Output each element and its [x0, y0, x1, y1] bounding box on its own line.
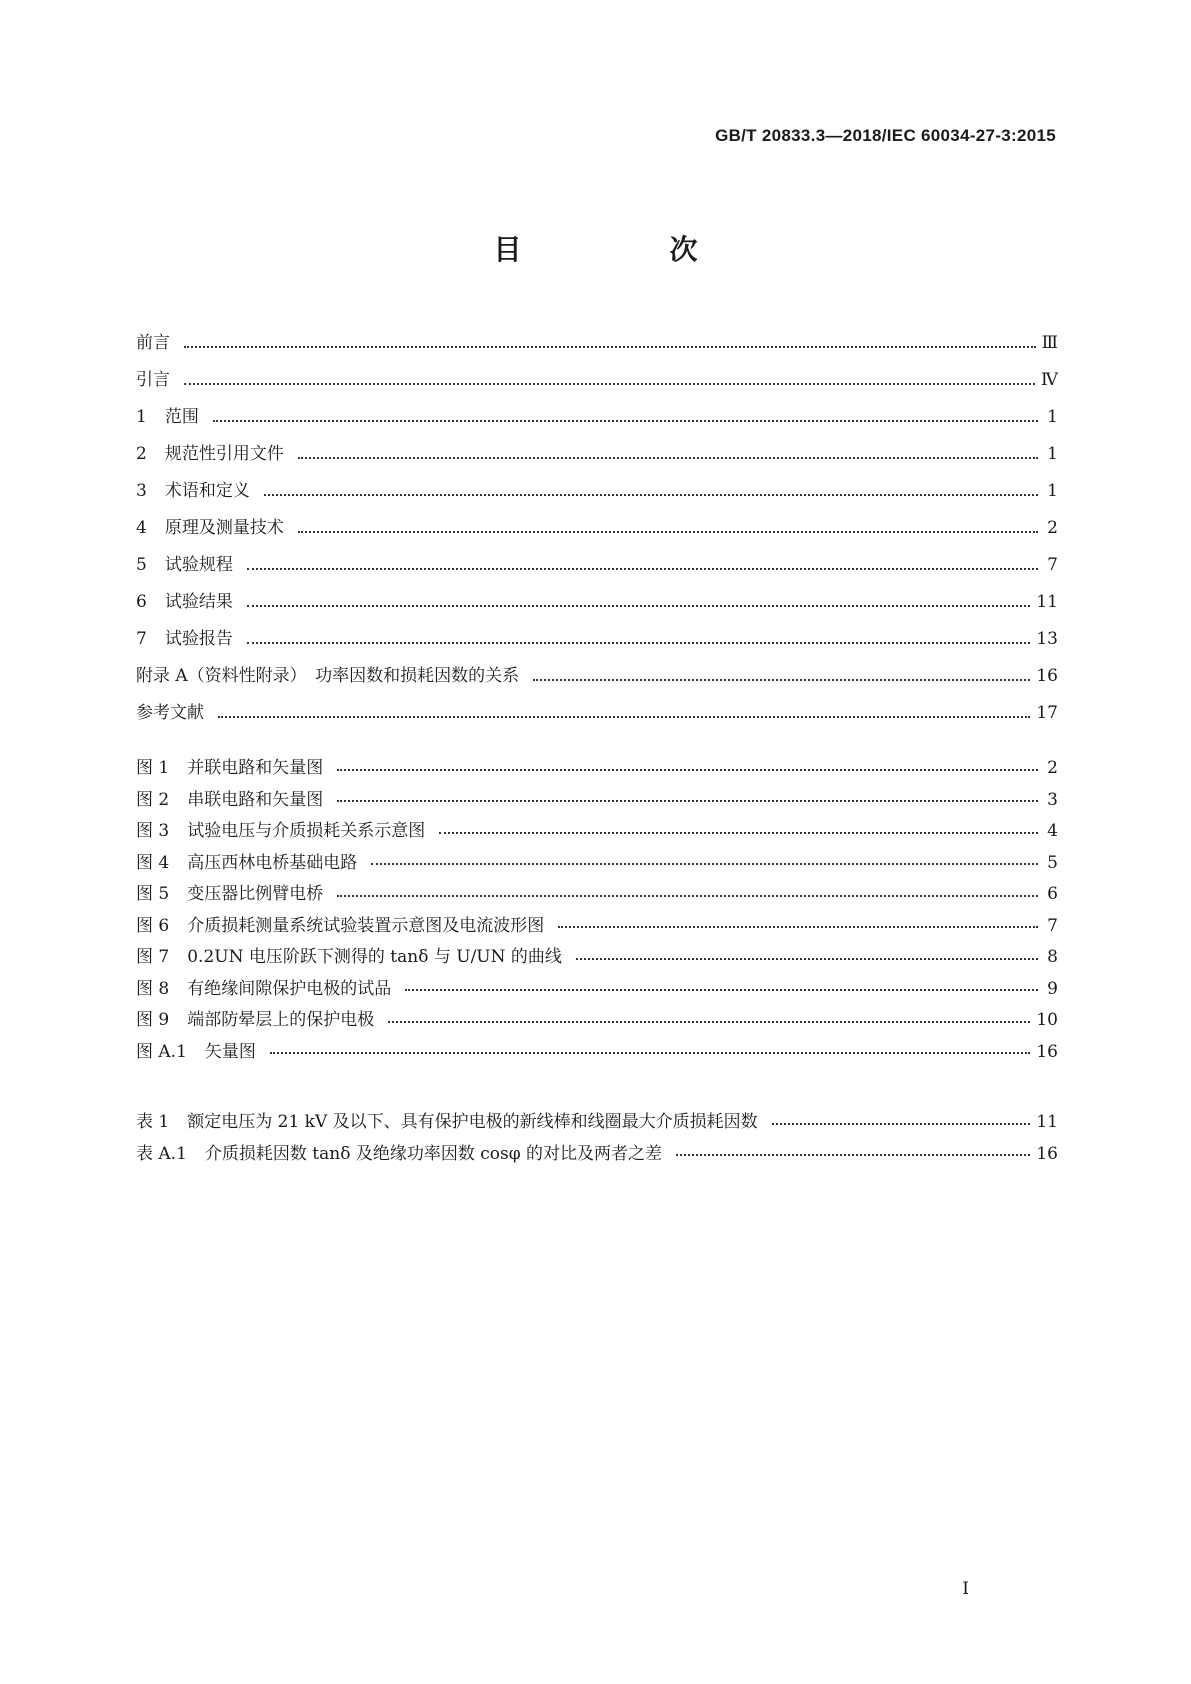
toc-entry-number: 表 1: [136, 1112, 170, 1132]
toc-entry-page: Ⅲ: [1041, 333, 1058, 353]
toc-entry-page: 11: [1036, 1112, 1058, 1132]
toc-entry-label: 额定电压为 21 kV 及以下、具有保护电极的新线棒和线圈最大介质损耗因数: [187, 1112, 758, 1132]
toc-figure-entry[interactable]: [136, 974, 1058, 1006]
toc-entry-number: 图 9: [136, 1010, 170, 1030]
toc-entry-label: 变压器比例臂电桥: [187, 884, 324, 904]
toc-leader-dots: [337, 800, 1038, 802]
toc-entry-page: 5: [1047, 852, 1058, 873]
toc-entry-label: 试验规程: [164, 555, 233, 575]
toc-entry-number: 图 A.1: [136, 1041, 187, 1062]
toc-figure-entry[interactable]: [136, 879, 1058, 911]
toc-entry[interactable]: [136, 473, 1058, 510]
toc-entry-page: 16: [1036, 1143, 1058, 1164]
toc-entry-number: 3: [136, 481, 147, 501]
toc-entry-label: 介质损耗测量系统试验装置示意图及电流波形图: [187, 915, 545, 936]
toc-entry-label: 术语和定义: [164, 481, 250, 501]
toc-entry-label: 串联电路和矢量图: [187, 789, 324, 810]
toc-entry-page: 7: [1047, 915, 1058, 936]
toc-table-entry[interactable]: [136, 1139, 1058, 1171]
toc-entry-page: 1: [1047, 444, 1058, 464]
toc-main-list: [136, 325, 1058, 732]
toc-tables-list: [136, 1107, 1058, 1170]
toc-entry-number: 图 1: [136, 758, 170, 778]
toc-entry-label: 介质损耗因数 tanδ 及绝缘功率因数 cosφ 的对比及两者之差: [204, 1143, 663, 1164]
toc-entry-page: 7: [1047, 555, 1058, 575]
toc-leader-dots: [213, 420, 1038, 422]
toc-entry[interactable]: [136, 510, 1058, 547]
toc-leader-dots: [533, 679, 1030, 681]
toc-entry-page: 2: [1047, 518, 1058, 538]
standard-code: GB/T 20833.3—2018/IEC 60034-27-3:2015: [715, 126, 1056, 145]
toc-entry-number: 2: [136, 444, 147, 464]
toc-table-entry[interactable]: [136, 1107, 1058, 1139]
toc-entry-page: 10: [1036, 1010, 1058, 1030]
toc-entry-label: 前言: [136, 333, 170, 353]
toc-entry-page: 3: [1047, 789, 1058, 810]
toc-entry-number: 图 5: [136, 884, 170, 904]
toc-leader-dots: [439, 832, 1038, 834]
toc-leader-dots: [264, 494, 1038, 496]
toc-entry-number: 图 4: [136, 852, 170, 873]
toc-leader-dots: [388, 1021, 1030, 1023]
toc-entry-page: 1: [1047, 481, 1058, 501]
toc-figure-entry[interactable]: [136, 1005, 1058, 1037]
toc-entry-label: 附录 A（资料性附录） 功率因数和损耗因数的关系: [136, 666, 520, 686]
toc-entry-number: 图 8: [136, 978, 170, 999]
toc-figure-entry[interactable]: [136, 753, 1058, 785]
toc-entry-page: 6: [1047, 884, 1058, 904]
toc-entry[interactable]: [136, 399, 1058, 436]
toc-entry-number: 表 A.1: [136, 1143, 187, 1164]
toc-entry-page: 4: [1047, 821, 1058, 841]
toc-entry-page: 1: [1047, 407, 1058, 427]
page-number: I: [962, 1579, 969, 1599]
toc-entry[interactable]: [136, 584, 1058, 621]
toc-entry-label: 试验电压与介质损耗关系示意图: [187, 821, 426, 841]
toc-entry[interactable]: [136, 325, 1058, 362]
toc-leader-dots: [218, 716, 1030, 718]
toc-leader-dots: [298, 457, 1038, 459]
toc-figures-list: [136, 753, 1058, 1068]
toc-entry-number: 图 6: [136, 915, 170, 936]
toc-entry-page: 11: [1036, 592, 1058, 612]
toc-leader-dots: [270, 1052, 1030, 1054]
toc-entry-page: 8: [1047, 947, 1058, 967]
toc-entry-label: 矢量图: [204, 1041, 256, 1062]
toc-entry-label: 引言: [136, 370, 170, 390]
toc-entry-number: 7: [136, 629, 147, 649]
toc-entry[interactable]: [136, 362, 1058, 399]
toc-entry-page: 9: [1047, 978, 1058, 999]
toc-leader-dots: [298, 531, 1038, 533]
toc-entry-number: 图 3: [136, 821, 170, 841]
toc-entry-number: 图 7: [136, 947, 170, 967]
toc-entry-number: 5: [136, 555, 147, 575]
toc-entry-label: 并联电路和矢量图: [187, 758, 324, 778]
toc-entry-label: 参考文献: [136, 703, 204, 723]
toc-entry[interactable]: [136, 621, 1058, 658]
toc-leader-dots: [576, 958, 1038, 960]
toc-leader-dots: [247, 642, 1031, 644]
toc-figure-entry[interactable]: [136, 848, 1058, 880]
toc-entry-page: 16: [1036, 1041, 1058, 1062]
toc-entry-page: 13: [1036, 629, 1058, 649]
toc-leader-dots: [558, 926, 1038, 928]
toc-leader-dots: [184, 346, 1036, 348]
toc-figure-entry[interactable]: [136, 785, 1058, 817]
toc-entry-label: 0.2UN 电压阶跃下测得的 tanδ 与 U/UN 的曲线: [187, 947, 562, 967]
toc-entry-page: Ⅳ: [1041, 370, 1058, 390]
toc-entry[interactable]: [136, 695, 1058, 732]
toc-leader-dots: [247, 605, 1031, 607]
toc-figure-entry[interactable]: [136, 942, 1058, 974]
toc-entry-page: 2: [1047, 758, 1058, 778]
toc-leader-dots: [676, 1154, 1030, 1156]
toc-entry-label: 高压西林电桥基础电路: [187, 852, 358, 873]
toc-entry[interactable]: [136, 547, 1058, 584]
toc-entry-label: 原理及测量技术: [164, 518, 284, 538]
toc-entry-label: 端部防晕层上的保护电极: [187, 1010, 375, 1030]
toc-entry-label: 试验结果: [164, 592, 233, 612]
toc-entry-label: 范围: [164, 407, 199, 427]
page-title: 目 次: [493, 233, 758, 266]
toc-entry[interactable]: [136, 658, 1058, 695]
toc-entry-label: 有绝缘间隙保护电极的试品: [187, 978, 392, 999]
toc-entry[interactable]: [136, 436, 1058, 473]
toc-entry-label: 试验报告: [164, 629, 233, 649]
toc-entry-number: 4: [136, 518, 147, 538]
toc-entry-number: 1: [136, 407, 147, 427]
toc-entry-number: 6: [136, 592, 147, 612]
toc-leader-dots: [184, 383, 1035, 385]
toc-entry-page: 17: [1036, 703, 1058, 723]
toc-entry-page: 16: [1036, 666, 1058, 686]
toc-leader-dots: [405, 989, 1038, 991]
toc-leader-dots: [371, 863, 1038, 865]
toc-figure-entry[interactable]: [136, 1037, 1058, 1069]
toc-entry-number: 图 2: [136, 789, 170, 810]
toc-leader-dots: [772, 1123, 1031, 1125]
toc-figure-entry[interactable]: [136, 911, 1058, 943]
toc-entry-label: 规范性引用文件: [164, 444, 284, 464]
toc-figure-entry[interactable]: [136, 816, 1058, 848]
toc-leader-dots: [247, 568, 1038, 570]
toc-leader-dots: [337, 769, 1038, 771]
toc-leader-dots: [337, 895, 1038, 897]
